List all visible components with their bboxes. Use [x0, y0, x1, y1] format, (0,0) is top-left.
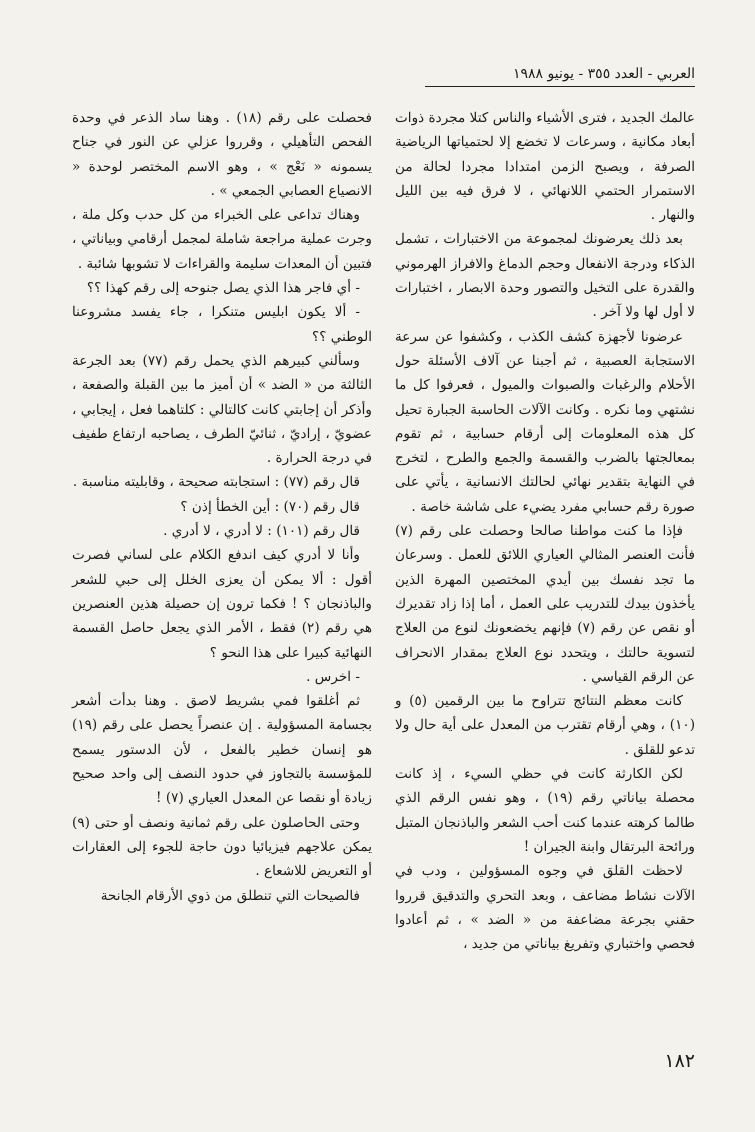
- left-column: [72, 106, 372, 908]
- paragraph: قال رقم (١٠١) : لا أدري ، لا أدري .: [163, 523, 360, 540]
- paragraph: عالمك الجديد ، فترى الأشياء والناس كتلا مجردة ذوات أبعاد مكانية ، وسرعات لا تخضع إلا لحتمياتها الرياضية الصرفة ، ويصبح الزمن امتدادا مجردا لحالة من الاستمرار الحتمي اللانهائي ، لا فرق فيه بين الليل والنهار .: [395, 110, 695, 224]
- paragraph: فحصلت على رقم (١٨) . وهنا ساد الذعر في وحدة الفحص التأهيلي ، وقرروا عزلي عن النور في جناح يسمونه « نَعْج » ، وهو الاسم المختصر لوحدة « الانصياع العصابي الجمعي » .: [72, 110, 372, 199]
- dialogue-line: - أي فاجر هذا الذي يصل جنوحه إلى رقم كهذا ؟؟: [86, 280, 360, 297]
- dialogue-line: - ألا يكون ابليس متنكرا ، جاء يفسد مشروعنا الوطني ؟؟: [72, 304, 372, 345]
- paragraph: وحتى الحاصلون على رقم ثمانية ونصف أو حتى (٩) يمكن علاجهم فيزيائيا دون حاجة للجوء إلى العقارات أو التعريض للاشعاع .: [72, 814, 372, 880]
- paragraph: قال رقم (٧٧) : استجابته صحيحة ، وقابليته مناسبة .: [72, 474, 360, 491]
- paragraph: وأنا لا أدري كيف اندفع الكلام على لساني فصرت أقول : ألا يمكن أن يعزى الخلل إلى حبي للشعر والباذنجان ؟ ! فكما ترون إن حصيلة هذين العنصرين هي رقم (٢) فقط ، الأمر الذي يجعل حاصل القسمة النهائية كبيرا على هذا النحو ؟: [72, 547, 372, 661]
- paragraph: عرضونا لأجهزة كشف الكذب ، وكشفوا عن سرعة الاستجابة العصبية ، ثم أجبنا عن آلاف الأسئلة حول الأحلام والرغبات والصبوات والميول ، فعرفوا كل ما نشتهي وما نكره . وكانت الآلات الحاسبة الجبارة تحيل كل هذه المعلومات إلى أرقام حسابية ، ثم تقوم بمعالجتها بالضرب والقسمة والجمع والطرح ، لتخرج في النهاية بتقدير نهائي لحالتك الانسانية ، يأتي على صورة رقم حسابي مفرد يضيء على شاشة خاصة .: [395, 328, 695, 515]
- dialogue-line: - اخرس .: [306, 668, 360, 685]
- paragraph: ثم أغلقوا فمي بشريط لاصق . وهنا بدأت أشعر بجسامة المسؤولية . إن عنصراً يحصل على رقم (١٩) هو إنسان خطير بالفعل ، لأن الدستور يسمح للمؤسسة بالتجاوز في حدود النصف إلى واحد صحيح زيادة أو نقصا عن المعدل العياري (٧) !: [72, 693, 372, 807]
- page-number: ١٨٢: [664, 1050, 695, 1072]
- paragraph: قال رقم (٧٠) : أين الخطأ إذن ؟: [180, 498, 360, 515]
- running-head: العربي - العدد ٣٥٥ - يونيو ١٩٨٨: [425, 66, 695, 87]
- right-column: [395, 106, 695, 956]
- paragraph: بعد ذلك يعرضونك لمجموعة من الاختبارات ، تشمل الذكاء ودرجة الانفعال وحجم الدماغ والافراز الهرموني والقدرة على التخيل والتصور وحدة الابصار ، اختبارات لا أول لها ولا آخر .: [395, 231, 695, 321]
- paragraph: وهناك تداعى على الخبراء من كل حدب وكل ملة ، وجرت عملية مراجعة شاملة لمجمل أرقامي وبياناتي ، فتبين أن المعدات سليمة والقراءات لا تشوبها شائبة .: [72, 207, 372, 272]
- paragraph: فإذا ما كنت مواطنا صالحا وحصلت على رقم (٧) فأنت العنصر المثالي العياري اللائق للعمل . وسرعان ما تجد نفسك بين أيدي المختصين المهرة الذين يأخذون بيدك للتدريب على العمل ، أما إذا زاد تقديرك أو نقص عن رقم (٧) فإنهم يخضعونك لنوع من العلاج لتسوية حالتك ، ويتحدد نوع العلاج بمقدار الانحراف عن الرقم القياسي .: [395, 523, 696, 685]
- paragraph: وسألني كبيرهم الذي يحمل رقم (٧٧) بعد الجرعة الثالثة من « الضد » أن أميز ما بين القبلة والصفعة ، وأذكر أن إجابتي كانت كالتالي : كلتاهما فعل ، إيجابي ، عضويّ ، إراديّ ، ثنائيّ الطرف ، يصاحبه ارتفاع طفيف في درجة الحرارة .: [72, 352, 372, 467]
- paragraph: لكن الكارثة كانت في حظي السيء ، إذ كانت محصلة بياناتي رقم (١٩) ، وهو نفس الرقم الذي طالما كرهته عندما كنت أحب الشعر والباذنجان المتبل ورائحة البرتقال وابنة الجيران !: [395, 766, 696, 855]
- paragraph: كانت معظم النتائج تتراوح ما بين الرقمين (٥) و (١٠) ، وهي أرقام تقترب من المعدل على أية حال ولا تدعو للقلق .: [395, 693, 695, 758]
- paragraph: لاحظت القلق في وجوه المسؤولين ، ودب في الآلات نشاط مضاعف ، وبعد التحري والتدقيق قرروا حقني بجرعة مضاعفة من « الضد » ، ثم أعادوا فحصي واختباري وتفريغ بياناتي من جديد ،: [395, 863, 695, 953]
- paragraph: فالصيحات التي تنطلق من ذوي الأرقام الجانحة: [100, 887, 360, 904]
